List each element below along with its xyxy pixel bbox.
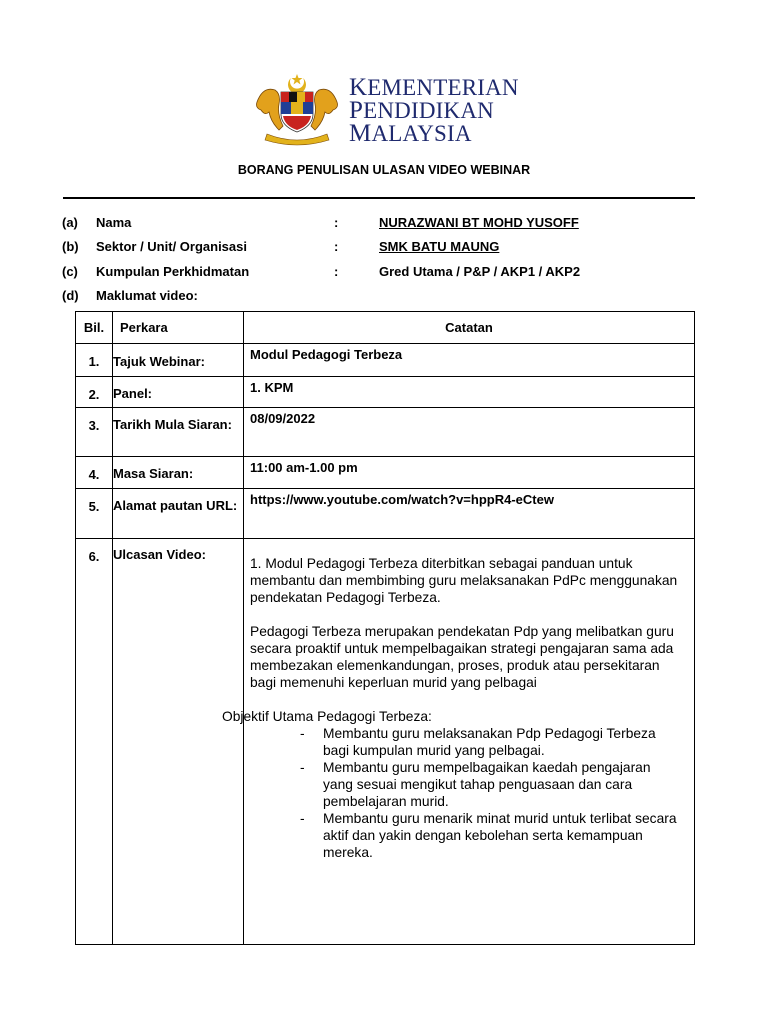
row-number: 5. [76,489,113,539]
table-row-review [76,539,695,945]
row-number: 3. [76,408,113,457]
review-paragraph-1: 1. Modul Pedagogi Terbeza diterbitkan sebagai panduan untuk membantu dan membimbing guru melaksanakan PdPc menggunakan pendekatan Pedagogi Terbeza. [250,556,678,605]
ministry-line-3: MALAYSIA [349,120,472,147]
bullet-dash: - [300,811,305,826]
info-letter: (d) [62,288,79,303]
title-divider [63,197,695,199]
header-bil: Bil. [76,312,113,344]
info-colon: : [334,264,339,279]
table-row [76,377,695,408]
list-item [250,810,684,861]
header-catatan: Catatan [244,312,695,344]
row-number: 4. [76,457,113,489]
table-row [76,408,695,457]
info-letter: (c) [62,264,78,279]
review-paragraph-2: Pedagogi Terbeza merupakan pendekatan Pdp yang melibatkan guru secara proaktif untuk mempelbagaikan strategi pengajaran sama ada membezakan elemenkandungan, proses, produk atau persekitaran bagi memenuhi keperluan murid yang pelbagai [250,624,674,690]
row-catatan: https://www.youtube.com/watch?v=hppR4-eCtew [244,489,695,539]
review-cell [222,539,695,945]
row-perkara: Ulcasan Video: [113,539,244,945]
ministry-line-2: PENDIDIKAN [349,97,494,124]
row-perkara: Panel: [113,377,244,408]
info-label: Maklumat video: [96,288,198,303]
list-item [250,725,684,759]
info-value-nama: NURAZWANI BT MOHD YUSOFF [379,215,579,230]
row-catatan: Modul Pedagogi Terbeza [244,344,695,377]
info-colon: : [334,215,339,230]
bullet-text: Membantu guru mempelbagaikan kaedah pengajaran yang sesuai mengikut tahap penguasaan dan cara pembelajaran murid. [323,760,651,809]
ministry-line-1: KEMENTERIAN [349,74,519,101]
objective-heading: Objektif Utama Pedagogi Terbeza: [222,709,432,724]
row-perkara: Tarikh Mula Siaran: [113,408,244,457]
objective-list [250,725,684,861]
info-value-kumpulan: Gred Utama / P&P / AKP1 / AKP2 [379,264,581,279]
list-item [250,759,684,810]
header-perkara: Perkara [113,312,244,344]
info-letter: (b) [62,239,79,254]
table-row [76,489,695,539]
row-catatan: 11:00 am-1.00 pm [244,457,695,489]
bullet-dash: - [300,760,305,775]
info-label: Nama [96,215,132,230]
form-title: BORANG PENULISAN ULASAN VIDEO WEBINAR [237,163,531,177]
table-row [76,457,695,489]
coat-of-arms-logo [251,72,343,146]
row-number: 2. [76,377,113,408]
table-row [76,344,695,377]
row-number: 6. [76,539,113,945]
info-letter: (a) [62,215,78,230]
info-value-sektor: SMK BATU MAUNG [379,239,500,254]
ministry-wordmark [349,76,519,145]
bullet-text: Membantu guru menarik minat murid untuk terlibat secara aktif dan yakin dengan kebolehan serta kemampuan mereka. [323,811,677,860]
video-info-table [75,311,695,945]
info-colon: : [334,239,339,254]
row-perkara: Masa Siaran: [113,457,244,489]
row-catatan: 1. KPM [244,377,695,408]
row-perkara: Tajuk Webinar: [113,344,244,377]
info-label: Sektor / Unit/ Organisasi [96,239,247,254]
row-number: 1. [76,344,113,377]
info-label: Kumpulan Perkhidmatan [96,264,250,279]
bullet-dash: - [300,726,305,741]
row-catatan: 08/09/2022 [244,408,695,457]
table-header-row [76,312,695,344]
row-perkara: Alamat pautan URL: [113,489,244,539]
bullet-text: Membantu guru melaksanakan Pdp Pedagogi Terbeza bagi kumpulan murid yang pelbagai. [323,726,656,758]
